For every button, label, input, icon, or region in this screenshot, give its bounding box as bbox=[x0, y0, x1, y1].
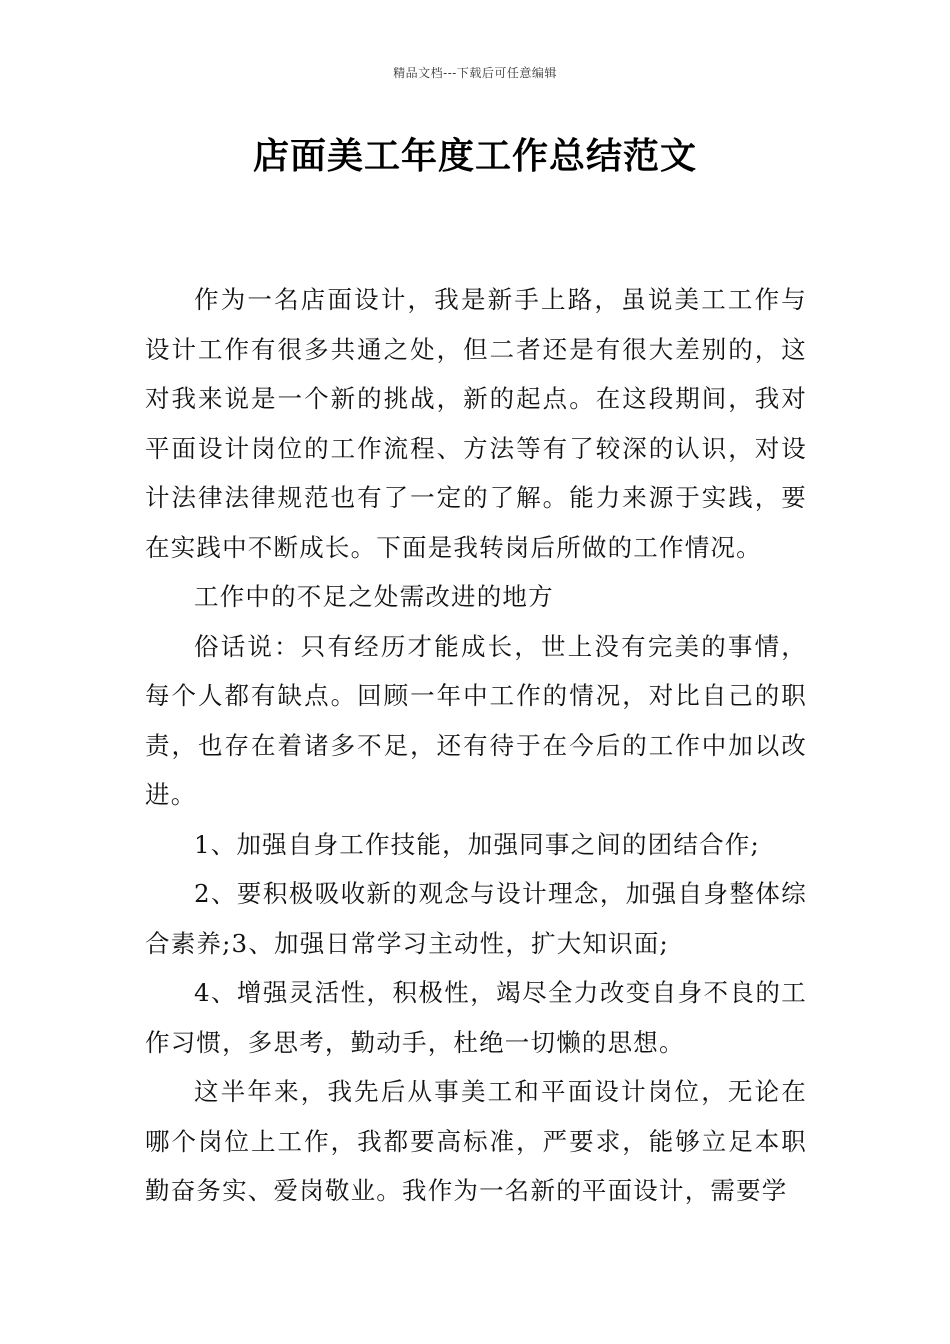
paragraph-shortcomings: 俗话说：只有经历才能成长，世上没有完美的事情，每个人都有缺点。回顾一年中工作的情况，对比自己的职责，也存在着诸多不足，还有待于在今后的工作中加以改进。 bbox=[145, 631, 807, 809]
paragraph-item-1: 1、加强自身工作技能，加强同事之间的团结合作; bbox=[194, 829, 760, 859]
paragraph-intro: 作为一名店面设计，我是新手上路，虽说美工工作与设计工作有很多共通之处，但二者还是有很大差别的，这对我来说是一个新的挑战，新的起点。在这段期间，我对平面设计岗位的工作流程、方法等有了较深的认识，对设计法律法律规范也有了一定的了解。能力来源于实践，要在实践中不断成长。下面是我转岗后所做的工作情况。 bbox=[145, 285, 807, 562]
header-note: 精品文档---下载后可任意编辑 bbox=[393, 66, 557, 80]
paragraph-summary: 这半年来，我先后从事美工和平面设计岗位，无论在哪个岗位上工作，我都要高标准，严要求，能够立足本职勤奋务实、爱岗敬业。我作为一名新的平面设计，需要学 bbox=[145, 1077, 807, 1205]
document-title: 店面美工年度工作总结范文 bbox=[252, 136, 697, 177]
paragraph-item-4: 4、增强灵活性，积极性，竭尽全力改变自身不良的工作习惯，多思考，勤动手，杜绝一切懒的思想。 bbox=[145, 978, 807, 1057]
paragraph-item-2-3: 2、要积极吸收新的观念与设计理念，加强自身整体综合素养;3、加强日常学习主动性，扩大知识面; bbox=[145, 879, 807, 958]
document-body bbox=[145, 275, 807, 1216]
paragraph-section-heading: 工作中的不足之处需改进的地方 bbox=[194, 582, 554, 611]
